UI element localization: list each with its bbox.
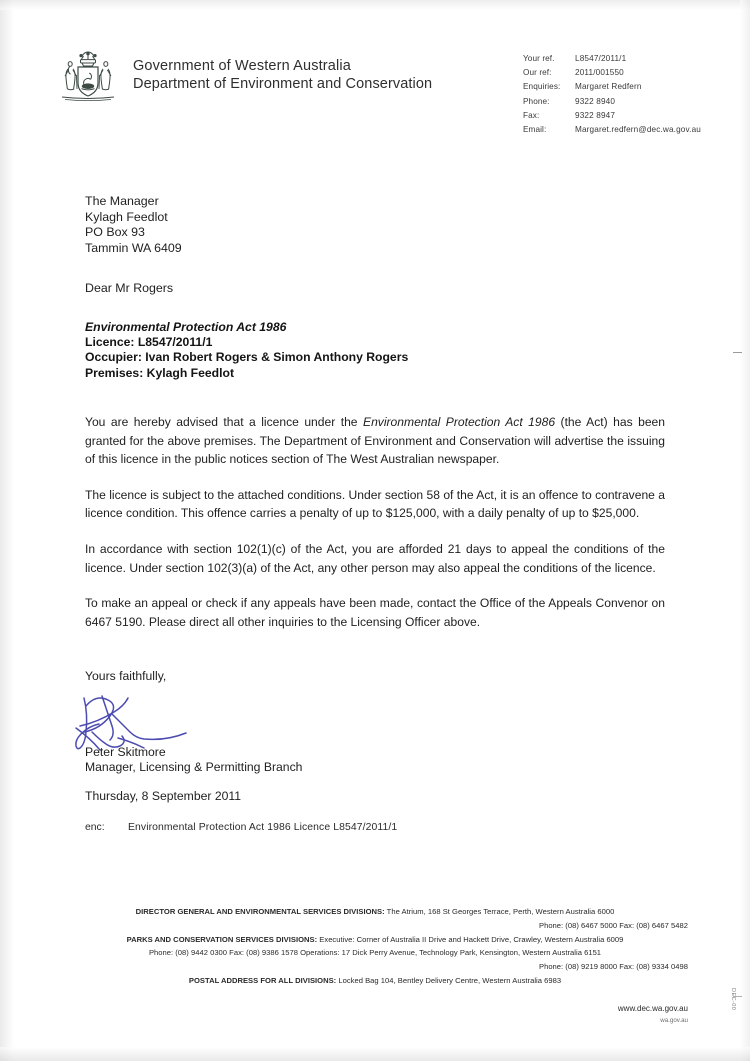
footer-line-6-text: Locked Bag 104, Bentley Delivery Centre, Western Australia 6983 [336, 975, 562, 985]
footer-line-6-label: POSTAL ADDRESS FOR ALL DIVISIONS: [188, 975, 337, 985]
body-paragraph-3: In accordance with section 102(1)(c) of the Act, you are afforded 21 days to appeal the conditions of the licence. Under section 102(3)(a) of the Act, any other person may also appeal the conditions of the licence. [85, 541, 665, 575]
reference-row-email [523, 123, 701, 137]
phone-value: 9322 8940 [575, 96, 616, 106]
body-paragraph-1-part-2: (the Act) has been granted for the above premises. The Department of Environment and Conservation will advertise the issuing of this licence in the public notices section of The West Australian newspaper. [85, 415, 666, 467]
our-ref-value: 2011/001550 [575, 68, 624, 78]
reference-row-enquiries [523, 80, 701, 94]
footer-line-1 [0, 905, 750, 919]
footer-line-3-label: PARKS AND CONSERVATION SERVICES DIVISIONS: [126, 934, 318, 944]
scan-edge-left [0, 0, 14, 1061]
reference-row-your-ref [523, 52, 701, 66]
reference-row-phone [523, 95, 701, 109]
footer-line-2: Phone: (08) 6467 5000 Fax: (08) 6467 5482 [538, 920, 688, 930]
fax-value: 9322 8947 [575, 110, 616, 120]
enquiries-label: Enquiries: [523, 82, 561, 92]
fax-label: Fax: [523, 110, 540, 120]
closing-salutation: Yours faithfully, [85, 669, 167, 683]
enclosure-line [85, 822, 397, 833]
signer-title: Manager, Licensing & Permitting Branch [85, 760, 303, 775]
our-ref-label: Our ref: [523, 68, 552, 78]
wa-state-crest-icon [57, 48, 119, 110]
subject-block [85, 320, 408, 381]
letter-body [85, 413, 665, 648]
footer-line-5: Phone: (08) 9219 8000 Fax: (08) 9334 0498 [538, 962, 688, 972]
subject-act-title: Environmental Protection Act 1986 [85, 320, 287, 334]
org-name-block [133, 48, 432, 93]
footer-line-3-text: Executive: Corner of Australia II Drive and Hackett Drive, Crawley, Western Australia 6009 [317, 934, 624, 944]
email-value: Margaret.redfern@dec.wa.gov.au [575, 125, 701, 135]
signer-name: Peter Skitmore [85, 745, 166, 759]
email-label: Email: [523, 125, 547, 135]
body-paragraph-2: The licence is subject to the attached conditions. Under section 58 of the Act, it is an offence to contravene a licence condition. This offence carries a penalty of up to $125,000, with a daily penalty of up to $25,000. [85, 487, 665, 521]
body-paragraph-1-act-italic: Environmental Protection Act 1986 [363, 415, 556, 429]
subject-occupier: Occupier: Ivan Robert Rogers & Simon Anthony Rogers [85, 350, 409, 365]
page-footer [0, 905, 750, 988]
reference-row-fax [523, 109, 701, 123]
reference-row-our-ref [523, 66, 701, 80]
addressee-line-4: Tammin WA 6409 [85, 240, 182, 255]
body-paragraph-4: To make an appeal or check if any appeals have been made, contact the Office of the Appeals Convenor on 6467 5190. Please direct all other inquiries to the Licensing Officer above. [85, 596, 665, 629]
footer-website-secondary[interactable]: wa.gov.au [660, 1017, 688, 1024]
footer-line-6 [0, 974, 750, 988]
letter-date: Thursday, 8 September 2011 [85, 789, 242, 803]
page-margin-tick [733, 352, 742, 353]
enclosure-label: enc: [85, 822, 105, 833]
your-ref-value: L8547/2011/1 [575, 54, 627, 63]
footer-website[interactable]: www.dec.wa.gov.au [617, 1004, 688, 1013]
footer-line-1-label: DIRECTOR GENERAL AND ENVIRONMENTAL SERVICES DIVISIONS: [135, 907, 385, 916]
your-ref-label: Your ref. [523, 54, 555, 63]
body-paragraph-1-part-1: You are hereby advised that a licence under the [85, 415, 363, 429]
subject-licence: Licence: L8547/2011/1 [85, 335, 213, 350]
addressee-block [85, 194, 182, 256]
addressee-line-2: Kylagh Feedlot [85, 209, 168, 224]
scan-edge-top [0, 0, 750, 10]
footer-line-4: Phone: (08) 9442 0300 Fax: (08) 9386 1578 Operations: 17 Dick Perry Avenue, Technology Park, Kensington, Western Australia 6151 [148, 948, 602, 958]
addressee-line-3: PO Box 93 [85, 225, 145, 240]
footer-side-code: DEC-00 [730, 988, 736, 1011]
reference-block [523, 52, 701, 137]
body-paragraph-1 [85, 413, 665, 469]
enquiries-value: Margaret Redfern [575, 82, 642, 92]
salutation: Dear Mr Rogers [85, 281, 174, 295]
subject-premises: Premises: Kylagh Feedlot [85, 365, 235, 380]
phone-label: Phone: [523, 96, 550, 106]
addressee-line-1: The Manager [85, 194, 159, 208]
scan-edge-right [740, 0, 750, 1061]
signer-block [85, 745, 302, 776]
footer-line-1-text: The Atrium, 168 St Georges Terrace, Perth, Western Australia 6000 [384, 907, 615, 916]
government-name: Government of Western Australia [133, 58, 351, 74]
enclosure-text: Environmental Protection Act 1986 Licence L8547/2011/1 [128, 822, 398, 833]
letterhead [57, 48, 432, 110]
footer-line-3 [0, 933, 750, 947]
department-name: Department of Environment and Conservation [133, 76, 433, 92]
scan-edge-bottom [0, 1047, 750, 1061]
